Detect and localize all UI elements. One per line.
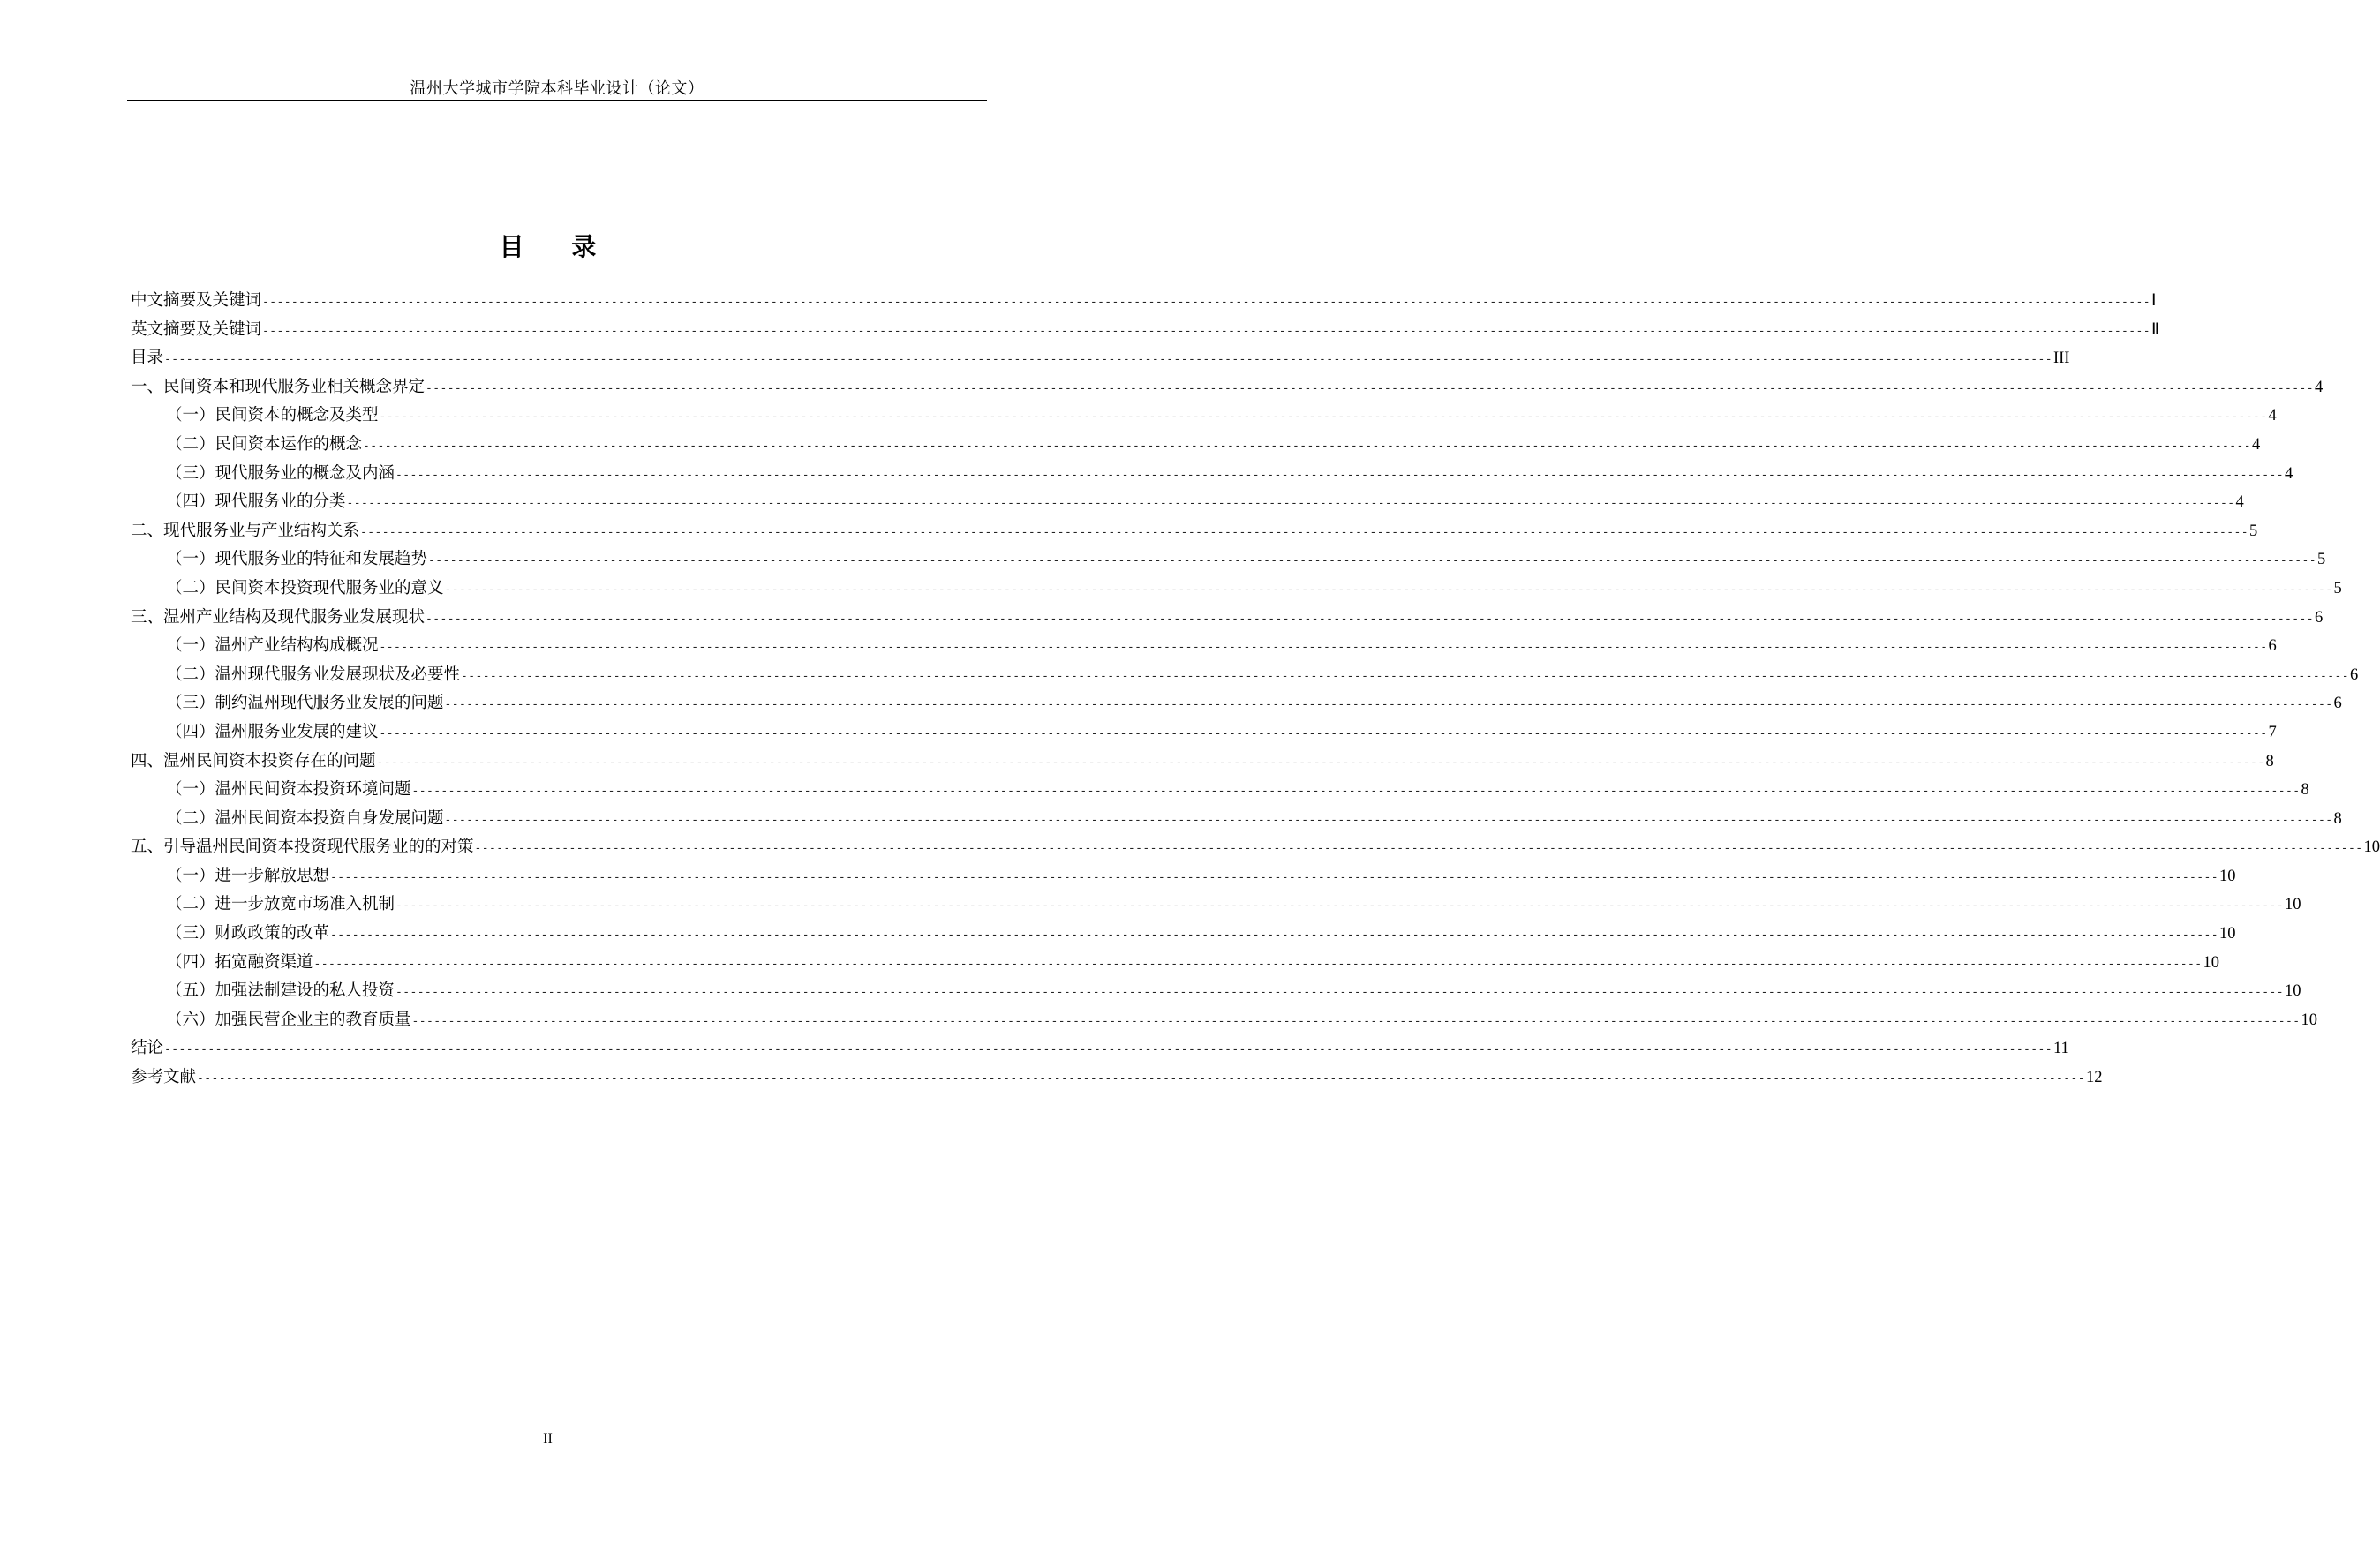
toc-entry-page: 11: [2052, 1040, 2069, 1058]
toc-leader: --------------------------------------------------------------------------------------------------------------------------------------------------------------------------------------------------------------------------------------------------------------------: [426, 612, 2314, 626]
toc-leader: --------------------------------------------------------------------------------------------------------------------------------------------------------------------------------------------------------------------------------------------------------------------: [474, 842, 2363, 856]
toc-leader: --------------------------------------------------------------------------------------------------------------------------------------------------------------------------------------------------------------------------------------------------------------------: [376, 755, 2265, 770]
toc-entry[interactable]: [131, 689, 2342, 718]
toc-entry[interactable]: [131, 402, 2277, 431]
toc-entry-page: 8: [2301, 781, 2309, 800]
toc-leader: --------------------------------------------------------------------------------------------------------------------------------------------------------------------------------------------------------------------------------------------------------------------: [262, 296, 2150, 309]
toc-entry-page: 10: [2284, 982, 2301, 1001]
toc-entry-label: （四）温州服务业发展的建议: [166, 722, 379, 741]
toc-entry-label: 五、引导温州民间资本投资现代服务业的的对策: [131, 838, 474, 857]
toc-leader: --------------------------------------------------------------------------------------------------------------------------------------------------------------------------------------------------------------------------------------------------------------------: [444, 582, 2333, 597]
toc-leader: --------------------------------------------------------------------------------------------------------------------------------------------------------------------------------------------------------------------------------------------------------------------: [395, 899, 2284, 913]
toc-entry-page: 6: [2333, 695, 2342, 713]
toc-entry[interactable]: [131, 431, 2261, 460]
toc-leader: --------------------------------------------------------------------------------------------------------------------------------------------------------------------------------------------------------------------------------------------------------------------: [164, 353, 2052, 367]
toc-leader: --------------------------------------------------------------------------------------------------------------------------------------------------------------------------------------------------------------------------------------------------------------------: [379, 726, 2268, 740]
toc-entry-label: 四、温州民间资本投资存在的问题: [131, 751, 376, 770]
toc-leader: --------------------------------------------------------------------------------------------------------------------------------------------------------------------------------------------------------------------------------------------------------------------: [426, 381, 2314, 395]
toc-entry[interactable]: [131, 575, 2342, 604]
toc-entry-page: 5: [2333, 579, 2342, 597]
footer-page-number: II: [543, 1432, 553, 1447]
toc-entry[interactable]: [131, 373, 2324, 402]
toc-entry-label: （六）加强民营企业主的教育质量: [166, 1010, 411, 1029]
toc-leader: --------------------------------------------------------------------------------------------------------------------------------------------------------------------------------------------------------------------------------------------------------------------: [363, 439, 2251, 453]
toc-entry-label: 二、现代服务业与产业结构关系: [131, 521, 360, 540]
toc-entry[interactable]: [131, 718, 2277, 748]
toc-entry-label: （五）加强法制建设的私人投资: [166, 981, 395, 1001]
toc-entry-label: （一）温州产业结构构成概况: [166, 636, 379, 656]
toc-entry[interactable]: [131, 920, 2236, 949]
toc-entry[interactable]: [131, 604, 2324, 633]
toc-entry-page: 10: [2284, 896, 2301, 914]
toc-entry-label: （一）民间资本的概念及类型: [166, 406, 379, 425]
toc-entry[interactable]: [131, 316, 2160, 345]
toc-entry[interactable]: [131, 488, 2244, 517]
toc-entry-page: 4: [2268, 407, 2277, 425]
toc-leader: --------------------------------------------------------------------------------------------------------------------------------------------------------------------------------------------------------------------------------------------------------------------: [444, 813, 2333, 827]
toc-list: [131, 287, 2380, 1093]
toc-entry-page: 5: [2316, 551, 2326, 569]
toc-entry[interactable]: [131, 805, 2342, 834]
toc-leader: --------------------------------------------------------------------------------------------------------------------------------------------------------------------------------------------------------------------------------------------------------------------: [197, 1072, 2085, 1086]
toc-entry-label: （二）温州现代服务业发展现状及必要性: [166, 665, 461, 684]
toc-entry-page: 6: [2349, 665, 2359, 684]
toc-entry[interactable]: [131, 776, 2309, 805]
toc-leader: --------------------------------------------------------------------------------------------------------------------------------------------------------------------------------------------------------------------------------------------------------------------: [360, 525, 2248, 539]
toc-entry-page: 7: [2268, 723, 2277, 741]
toc-entry[interactable]: [131, 862, 2236, 891]
toc-entry[interactable]: [131, 1006, 2317, 1035]
toc-entry-page: 4: [2251, 435, 2261, 454]
toc-entry[interactable]: [131, 890, 2301, 920]
running-header: 温州大学城市学院本科毕业设计（论文）: [410, 79, 704, 98]
toc-entry-page: Ⅱ: [2150, 320, 2160, 339]
toc-entry[interactable]: [131, 460, 2293, 489]
toc-entry-label: 目录: [131, 349, 164, 368]
toc-entry[interactable]: [131, 977, 2301, 1006]
toc-leader: --------------------------------------------------------------------------------------------------------------------------------------------------------------------------------------------------------------------------------------------------------------------: [428, 554, 2316, 568]
toc-entry[interactable]: [131, 632, 2277, 661]
toc-entry-label: 三、温州产业结构及现代服务业发展现状: [131, 607, 426, 627]
toc-entry-label: （三）财政政策的改革: [166, 924, 330, 943]
toc-leader: --------------------------------------------------------------------------------------------------------------------------------------------------------------------------------------------------------------------------------------------------------------------: [330, 928, 2218, 943]
toc-entry[interactable]: [131, 517, 2258, 546]
toc-leader: --------------------------------------------------------------------------------------------------------------------------------------------------------------------------------------------------------------------------------------------------------------------: [395, 468, 2284, 482]
toc-entry-page: 10: [2203, 953, 2219, 972]
toc-entry-label: （三）制约温州现代服务业发展的问题: [166, 694, 444, 713]
toc-entry-label: （一）温州民间资本投资环境问题: [166, 780, 411, 800]
toc-entry-page: 6: [2314, 608, 2324, 627]
toc-entry[interactable]: [131, 748, 2274, 777]
header-rule: [127, 100, 987, 101]
toc-entry-page: 4: [2284, 464, 2293, 483]
toc-entry-label: （一）进一步解放思想: [166, 866, 330, 885]
toc-entry-page: 10: [2363, 838, 2380, 857]
toc-entry-label: （四）拓宽融资渠道: [166, 952, 313, 972]
toc-entry-label: 结论: [131, 1039, 164, 1058]
toc-leader: --------------------------------------------------------------------------------------------------------------------------------------------------------------------------------------------------------------------------------------------------------------------: [262, 324, 2150, 338]
toc-entry-label: 一、民间资本和现代服务业相关概念界定: [131, 377, 426, 396]
toc-leader: --------------------------------------------------------------------------------------------------------------------------------------------------------------------------------------------------------------------------------------------------------------------: [395, 986, 2284, 1000]
toc-leader: --------------------------------------------------------------------------------------------------------------------------------------------------------------------------------------------------------------------------------------------------------------------: [330, 870, 2218, 884]
toc-leader: --------------------------------------------------------------------------------------------------------------------------------------------------------------------------------------------------------------------------------------------------------------------: [461, 669, 2349, 683]
toc-entry-label: （三）现代服务业的概念及内涵: [166, 463, 395, 483]
toc-entry-label: 参考文献: [131, 1068, 197, 1087]
toc-leader: --------------------------------------------------------------------------------------------------------------------------------------------------------------------------------------------------------------------------------------------------------------------: [379, 641, 2268, 655]
toc-leader: --------------------------------------------------------------------------------------------------------------------------------------------------------------------------------------------------------------------------------------------------------------------: [346, 497, 2235, 511]
toc-entry[interactable]: [131, 1034, 2069, 1063]
toc-entry-page: 8: [2333, 809, 2342, 828]
toc-entry-page: III: [2052, 349, 2070, 368]
toc-entry-label: （二）进一步放宽市场准入机制: [166, 895, 395, 914]
toc-entry-label: （四）现代服务业的分类: [166, 492, 346, 512]
toc-leader: --------------------------------------------------------------------------------------------------------------------------------------------------------------------------------------------------------------------------------------------------------------------: [164, 1043, 2052, 1057]
toc-leader: --------------------------------------------------------------------------------------------------------------------------------------------------------------------------------------------------------------------------------------------------------------------: [379, 410, 2268, 425]
toc-entry[interactable]: [131, 344, 2070, 373]
toc-leader: --------------------------------------------------------------------------------------------------------------------------------------------------------------------------------------------------------------------------------------------------------------------: [411, 1014, 2301, 1028]
toc-entry-label: （二）温州民间资本投资自身发展问题: [166, 808, 444, 828]
toc-entry-page: 4: [2314, 378, 2324, 396]
toc-entry-label: 英文摘要及关键词: [131, 319, 262, 339]
toc-entry-page: 8: [2265, 752, 2274, 770]
toc-entry-page: 10: [2218, 867, 2236, 885]
toc-entry[interactable]: [131, 949, 2219, 978]
toc-entry[interactable]: [131, 545, 2326, 575]
toc-title: 目 录: [499, 232, 616, 261]
toc-entry-label: 中文摘要及关键词: [131, 291, 262, 310]
toc-entry-label: （二）民间资本投资现代服务业的意义: [166, 578, 444, 597]
toc-leader: --------------------------------------------------------------------------------------------------------------------------------------------------------------------------------------------------------------------------------------------------------------------: [313, 957, 2203, 971]
toc-entry-page: 10: [2301, 1011, 2317, 1029]
toc-entry[interactable]: [131, 1063, 2103, 1093]
toc-entry-page: 6: [2268, 637, 2277, 656]
toc-entry-page: 10: [2218, 925, 2236, 943]
toc-entry[interactable]: [131, 661, 2359, 690]
toc-entry-label: （二）民间资本运作的概念: [166, 434, 363, 454]
toc-entry-label: （一）现代服务业的特征和发展趋势: [166, 550, 428, 569]
toc-entry-page: 5: [2248, 522, 2258, 540]
toc-entry[interactable]: [131, 287, 2157, 316]
toc-entry-page: 4: [2235, 493, 2244, 512]
toc-entry-page: Ⅰ: [2150, 292, 2157, 310]
toc-entry[interactable]: [131, 833, 2380, 862]
toc-leader: --------------------------------------------------------------------------------------------------------------------------------------------------------------------------------------------------------------------------------------------------------------------: [411, 785, 2301, 799]
toc-leader: --------------------------------------------------------------------------------------------------------------------------------------------------------------------------------------------------------------------------------------------------------------------: [444, 698, 2333, 712]
toc-entry-page: 12: [2085, 1069, 2103, 1087]
